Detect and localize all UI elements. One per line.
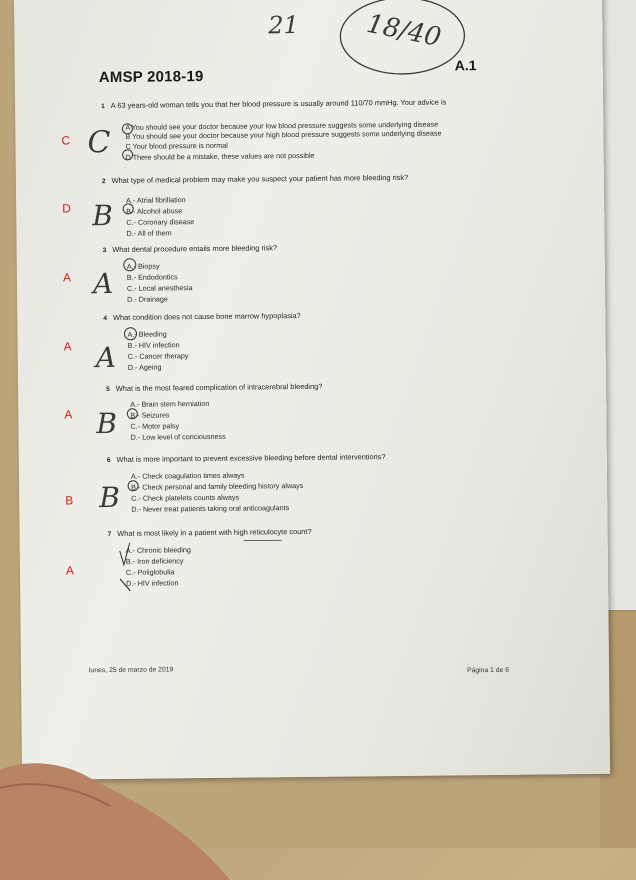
red-answer-key: A: [64, 407, 72, 421]
option-c: C.- Motor palsy: [130, 420, 225, 432]
option-c: C.- Poliglobulia: [126, 566, 191, 578]
handwritten-answer: B: [99, 481, 120, 514]
option-circle-mark: [122, 124, 132, 134]
option-a: A.- Chronic bleeding: [126, 544, 191, 556]
red-answer-key: A: [66, 563, 74, 577]
option-circle-mark: [127, 409, 137, 419]
option-d: D There should be a mistake, these values are not possible: [126, 148, 456, 162]
option-d: D.- Low level of conciousness: [131, 431, 226, 443]
option-b: B.- Alcohol abuse: [126, 205, 194, 217]
option-d: D.- Drainage: [127, 293, 193, 305]
question-number: 5: [106, 386, 110, 393]
checkmark: [120, 543, 130, 565]
handwritten-answer: A: [96, 341, 117, 374]
option-c: C.- Check platelets counts always: [131, 491, 303, 504]
red-answer-key: C: [61, 133, 70, 147]
option-a: A.- Biopsy: [127, 260, 193, 272]
option-a: A.- Atrial fibrillation: [126, 194, 194, 206]
score-circle: [340, 0, 465, 75]
option-b: B.- Endodontics: [127, 271, 193, 283]
option-a: A You should see your doctor because your low blood pressure suggests some underlying disease: [125, 119, 455, 131]
option-circle-mark: [123, 150, 133, 160]
exam-code: A.1: [455, 57, 477, 73]
option-b: B.- Iron deficiency: [126, 555, 191, 567]
question-number: 2: [102, 178, 106, 185]
question-number: 4: [103, 315, 107, 322]
option-d: D.- Never treat patients taking oral anticoagulants: [131, 502, 303, 515]
option-d: D.- HIV infection: [126, 577, 191, 589]
option-b: B You should see your doctor because your high blood pressure suggests some underlying disease: [125, 128, 455, 140]
question-number: 1: [101, 103, 105, 110]
option-b: B.- HIV infection: [128, 339, 189, 351]
option-circle-mark: [124, 328, 136, 340]
red-answer-key: D: [62, 201, 71, 215]
question-text: What type of medical problem may make you suspect your patient has more bleeding risk?: [112, 173, 409, 185]
option-c: C Your blood pressure is normal: [125, 137, 455, 151]
question-text: What is more important to prevent excessive bleeding before dental interventions?: [116, 452, 385, 464]
option-a: A.- Brain stem herniation: [130, 398, 225, 410]
question-number: 3: [103, 247, 107, 254]
option-d: D.- Ageing: [128, 361, 189, 373]
handwritten-fraction: 18/40: [364, 9, 443, 53]
handwritten-answer: A: [93, 267, 114, 300]
footer-date: lunes, 25 de marzo de 2019: [89, 666, 173, 674]
red-answer-key: B: [65, 493, 73, 507]
question-number: 6: [107, 457, 111, 464]
option-circle-mark: [123, 204, 133, 214]
option-circle-mark: [124, 259, 136, 271]
hand: [0, 760, 230, 880]
question-text: What is most likely in a patient with high reticulocyte count?: [117, 527, 311, 538]
option-circle-mark: [128, 481, 138, 491]
question-text: What dental procedure entails more bleeding risk?: [112, 243, 277, 254]
option-a: A.- Check coagulation times always: [131, 469, 303, 482]
option-c: C.- Cancer therapy: [128, 350, 189, 362]
handwritten-answer: B: [96, 407, 117, 440]
handwritten-score: 21: [268, 11, 299, 39]
option-a: A.- Bleeding: [127, 328, 188, 340]
option-b: B.- Check personal and family bleeding history always: [131, 480, 303, 493]
red-answer-key: A: [64, 339, 72, 353]
option-b: B.- Seizures: [130, 409, 225, 421]
red-answer-key: A: [63, 270, 71, 284]
question-text: A 63 years-old woman tells you that her blood pressure is usually around 110/70 mmHg. Your advice is: [111, 97, 451, 110]
option-c: C.- Local anesthesia: [127, 282, 193, 294]
question-text: What condition does not cause bone marrow hypoplasia?: [113, 311, 301, 322]
exam-title: AMSP 2018-19: [99, 68, 204, 86]
question-number: 7: [108, 531, 112, 538]
question-text: What is the most feared complication of intracerebral bleeding?: [116, 382, 323, 393]
option-d: D.- All of them: [126, 227, 194, 239]
exam-paper: [14, 0, 610, 780]
handwritten-answer: C: [87, 125, 110, 160]
footer-page-number: Página 1 de 6: [467, 667, 509, 674]
option-c: C.- Coronary disease: [126, 216, 194, 228]
handwritten-answer: B: [92, 199, 113, 232]
pencil-marks: [14, 0, 610, 780]
cross-mark: [120, 579, 130, 591]
